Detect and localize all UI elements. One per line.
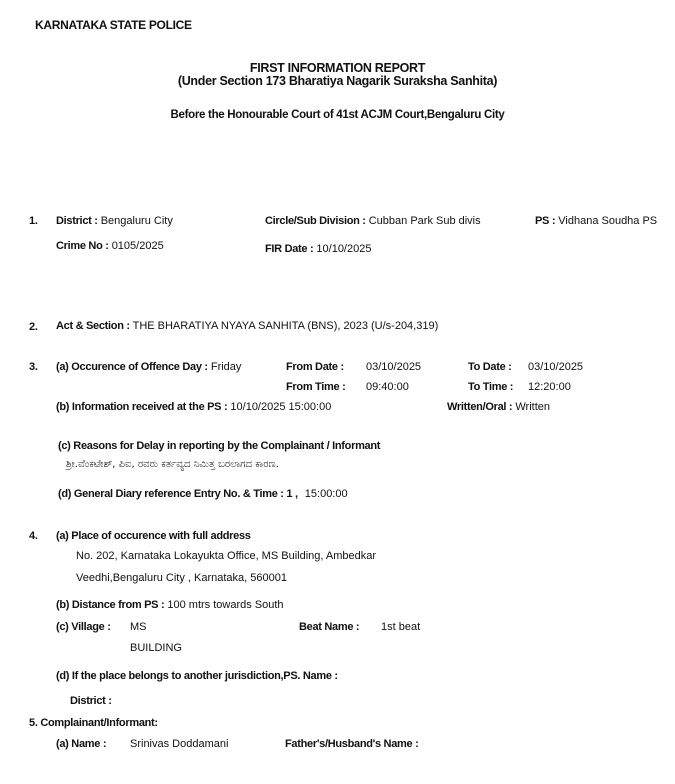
beat-label: Beat Name : bbox=[299, 621, 360, 633]
report-subtitle: (Under Section 173 Bharatiya Nagarik Suraksha Sanhita) bbox=[177, 74, 498, 88]
section-1-number: 1. bbox=[29, 215, 38, 227]
crime-value: 0105/2025 bbox=[111, 240, 164, 252]
act-row bbox=[56, 320, 438, 332]
from-date-value: 03/10/2025 bbox=[366, 361, 422, 373]
ps-value: Vidhana Soudha PS bbox=[558, 215, 658, 227]
district-row bbox=[56, 215, 173, 227]
section-4-number: 4. bbox=[29, 530, 38, 542]
father-husband-name-label: Father's/Husband's Name : bbox=[285, 738, 419, 750]
to-time-value: 12:20:00 bbox=[528, 381, 571, 393]
village-value-1: MS bbox=[130, 621, 147, 633]
crime-label: Crime No : bbox=[56, 240, 109, 252]
distance-label: (b) Distance from PS : bbox=[56, 599, 165, 611]
gd-entry-row bbox=[58, 488, 348, 500]
section-3-number: 3. bbox=[29, 361, 38, 373]
delay-reason-text: ಶ್ರೀ.ವೆಂಕಟೇಶ್, ಪಿಐ, ರವರು ಕರ್ತವ್ಯದ ನಿಮಿತ್ತ ಬರಲಾಗದ ಕಾರಣ. bbox=[66, 459, 279, 470]
crime-row bbox=[56, 240, 164, 252]
court-line: Before the Honourable Court of 41st ACJM Court,Bengaluru City bbox=[170, 109, 505, 121]
act-value: THE BHARATIYA NYAYA SANHITA (BNS), 2023 (U/s-204,319) bbox=[132, 320, 439, 332]
written-oral-label: Written/Oral : bbox=[447, 401, 513, 413]
fir-date-label: FIR Date : bbox=[265, 243, 314, 255]
address-line-1: No. 202, Karnataka Lokayukta Office, MS Building, Ambedkar bbox=[76, 550, 377, 562]
to-date-label: To Date : bbox=[468, 361, 512, 373]
complainant-name-value: Srinivas Doddamani bbox=[130, 738, 229, 750]
to-date-value: 03/10/2025 bbox=[528, 361, 584, 373]
occurence-label: (a) Occurence of Offence Day : bbox=[56, 361, 208, 373]
village-value-2: BUILDING bbox=[130, 642, 182, 654]
occurence-day: Friday bbox=[210, 361, 242, 373]
to-time-label: To Time : bbox=[468, 381, 514, 393]
report-title: FIRST INFORMATION REPORT bbox=[249, 61, 426, 75]
complainant-name-label: (a) Name : bbox=[56, 738, 107, 750]
address-line-2: Veedhi,Bengaluru City , Karnataka, 560001 bbox=[76, 572, 287, 584]
delay-reason-label: (c) Reasons for Delay in reporting by the Complainant / Informant bbox=[58, 440, 381, 452]
circle-label: Circle/Sub Division : bbox=[265, 215, 366, 227]
section-2-number: 2. bbox=[29, 321, 38, 333]
info-received-label: (b) Information received at the PS : bbox=[56, 401, 228, 413]
occurence-row bbox=[56, 361, 241, 373]
written-oral-value: Written bbox=[515, 401, 550, 413]
written-oral-row bbox=[447, 401, 550, 413]
jurisdiction-label: (d) If the place belongs to another jurisdiction,PS. Name : bbox=[56, 670, 338, 682]
distance-value: 100 mtrs towards South bbox=[167, 599, 284, 611]
place-label: (a) Place of occurence with full address bbox=[56, 530, 251, 542]
act-label: Act & Section : bbox=[56, 320, 130, 332]
district-label: District : bbox=[56, 215, 98, 227]
agency-name: KARNATAKA STATE POLICE bbox=[35, 18, 192, 32]
jurisdiction-district-label: District : bbox=[70, 695, 112, 707]
ps-row bbox=[535, 215, 657, 227]
gd-entry-label: (d) General Diary reference Entry No. & Time : 1 , bbox=[58, 488, 298, 500]
from-date-label: From Date : bbox=[286, 361, 344, 373]
info-received-value: 10/10/2025 15:00:00 bbox=[230, 401, 332, 413]
district-value: Bengaluru City bbox=[100, 215, 173, 227]
from-time-label: From Time : bbox=[286, 381, 346, 393]
village-label: (c) Village : bbox=[56, 621, 111, 633]
fir-date-value: 10/10/2025 bbox=[316, 243, 372, 255]
circle-value: Cubban Park Sub divis bbox=[368, 215, 481, 227]
from-time-value: 09:40:00 bbox=[366, 381, 409, 393]
ps-label: PS : bbox=[535, 215, 556, 227]
fir-date-row bbox=[265, 243, 371, 255]
distance-row bbox=[56, 599, 284, 611]
complainant-heading: 5. Complainant/Informant: bbox=[29, 717, 158, 729]
gd-entry-time: 15:00:00 bbox=[304, 488, 348, 500]
info-received-row bbox=[56, 401, 331, 413]
circle-row bbox=[265, 215, 481, 227]
beat-value: 1st beat bbox=[381, 621, 421, 633]
